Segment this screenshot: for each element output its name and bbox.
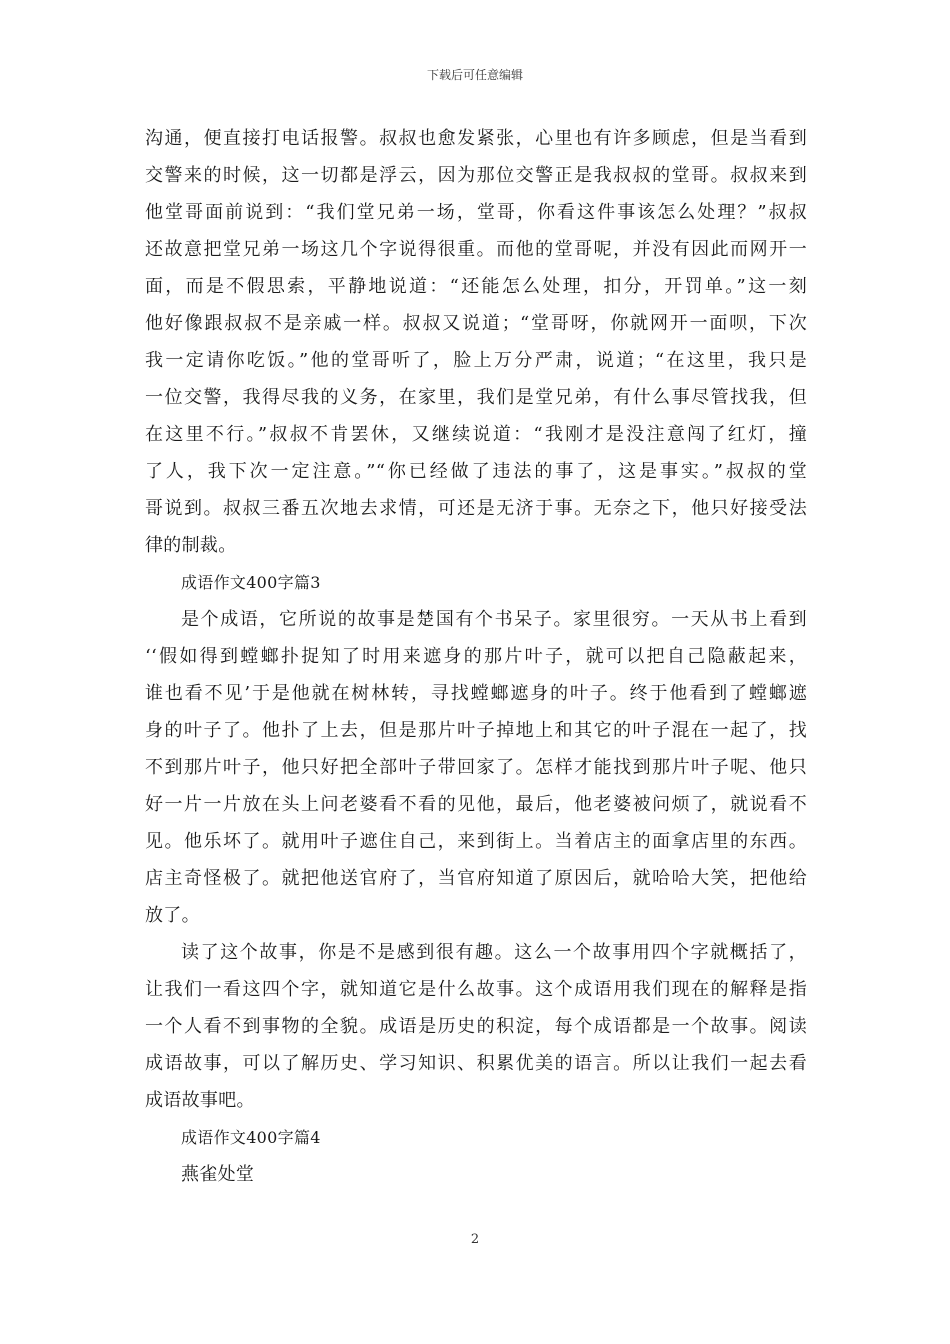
document-body (145, 120, 807, 1193)
text-line: 不到那片叶子，他只好把全部叶子带回家了。怎样才能找到那片叶子呢、他只 (145, 757, 807, 778)
text-line: 面，而是不假思索，平静地说道：“还能怎么处理，扣分，开罚单。”这一刻 (145, 276, 807, 297)
text-line: 店主奇怪极了。就把他送官府了，当官府知道了原因后，就哈哈大笑，把他给 (145, 868, 807, 889)
section-heading: 成语作文400字篇3 (181, 573, 321, 592)
text-line: 了人，我下次一定注意。”“你已经做了违法的事了，这是事实。”叔叔的堂 (145, 461, 807, 482)
text-line: 我一定请你吃饭。”他的堂哥听了，脸上万分严肃，说道；“在这里，我只是 (145, 350, 807, 371)
text-line: 让我们一看这四个字，就知道它是什么故事。这个成语用我们现在的解释是指 (145, 979, 807, 1000)
text-line: 他堂哥面前说到：“我们堂兄弟一场，堂哥，你看这件事该怎么处理？”叔叔 (145, 202, 807, 223)
paragraph (145, 120, 807, 564)
text-line: 沟通，便直接打电话报警。叔叔也愈发紧张，心里也有许多顾虑，但是当看到 (145, 128, 807, 149)
text-line: 还故意把堂兄弟一场这几个字说得很重。而他的堂哥呢，并没有因此而网开一 (145, 239, 807, 260)
text-line: 律的制裁。 (145, 535, 237, 556)
text-line: 好一片一片放在头上问老婆看不看的见他，最后，他老婆被问烦了，就说看不 (145, 794, 807, 815)
text-line: 成语故事，可以了解历史、学习知识、积累优美的语言。所以让我们一起去看 (145, 1053, 807, 1074)
text-line: 谁也看不见’于是他就在树林转，寻找螳螂遮身的叶子。终于他看到了螳螂遮 (145, 683, 807, 704)
text-line: ‘‘假如得到螳螂扑捉知了时用来遮身的那片叶子，就可以把自己隐蔽起来， (145, 646, 807, 667)
text-line: 读了这个故事，你是不是感到很有趣。这么一个故事用四个字就概括了， (181, 942, 807, 963)
text-line: 放了。 (145, 905, 200, 926)
text-line: 见。他乐坏了。就用叶子遮住自己，来到街上。当着店主的面拿店里的东西。 (145, 831, 807, 852)
page-number: 2 (470, 1232, 480, 1247)
text-line: 哥说到。叔叔三番五次地去求情，可还是无济于事。无奈之下，他只好接受法 (145, 498, 807, 519)
text-line: 成语故事吧。 (145, 1090, 255, 1111)
text-line: 他好像跟叔叔不是亲戚一样。叔叔又说道；“堂哥呀，你就网开一面呗，下次 (145, 313, 807, 334)
text-line: 在这里不行。”叔叔不肯罢休，又继续说道：“我刚才是没注意闯了红灯，撞 (145, 424, 807, 445)
text-line: 一位交警，我得尽我的义务，在家里，我们是堂兄弟，有什么事尽管找我，但 (145, 387, 807, 408)
text-line: 交警来的时候，这一切都是浮云，因为那位交警正是我叔叔的堂哥。叔叔来到 (145, 165, 807, 186)
paragraph (145, 934, 807, 1119)
paragraph (145, 601, 807, 934)
text-line: 是个成语，它所说的故事是楚国有个书呆子。家里很穷。一天从书上看到 (181, 609, 807, 630)
section-heading: 成语作文400字篇4 (181, 1128, 321, 1147)
text-line: 一个人看不到事物的全貌。成语是历史的积淀，每个成语都是一个故事。阅读 (145, 1016, 807, 1037)
text-line: 身的叶子了。他扑了上去，但是那片叶子掉地上和其它的叶子混在一起了，找 (145, 720, 807, 741)
story-title: 燕雀处堂 (181, 1164, 255, 1185)
page-header: 下载后可任意编辑 (426, 68, 523, 82)
